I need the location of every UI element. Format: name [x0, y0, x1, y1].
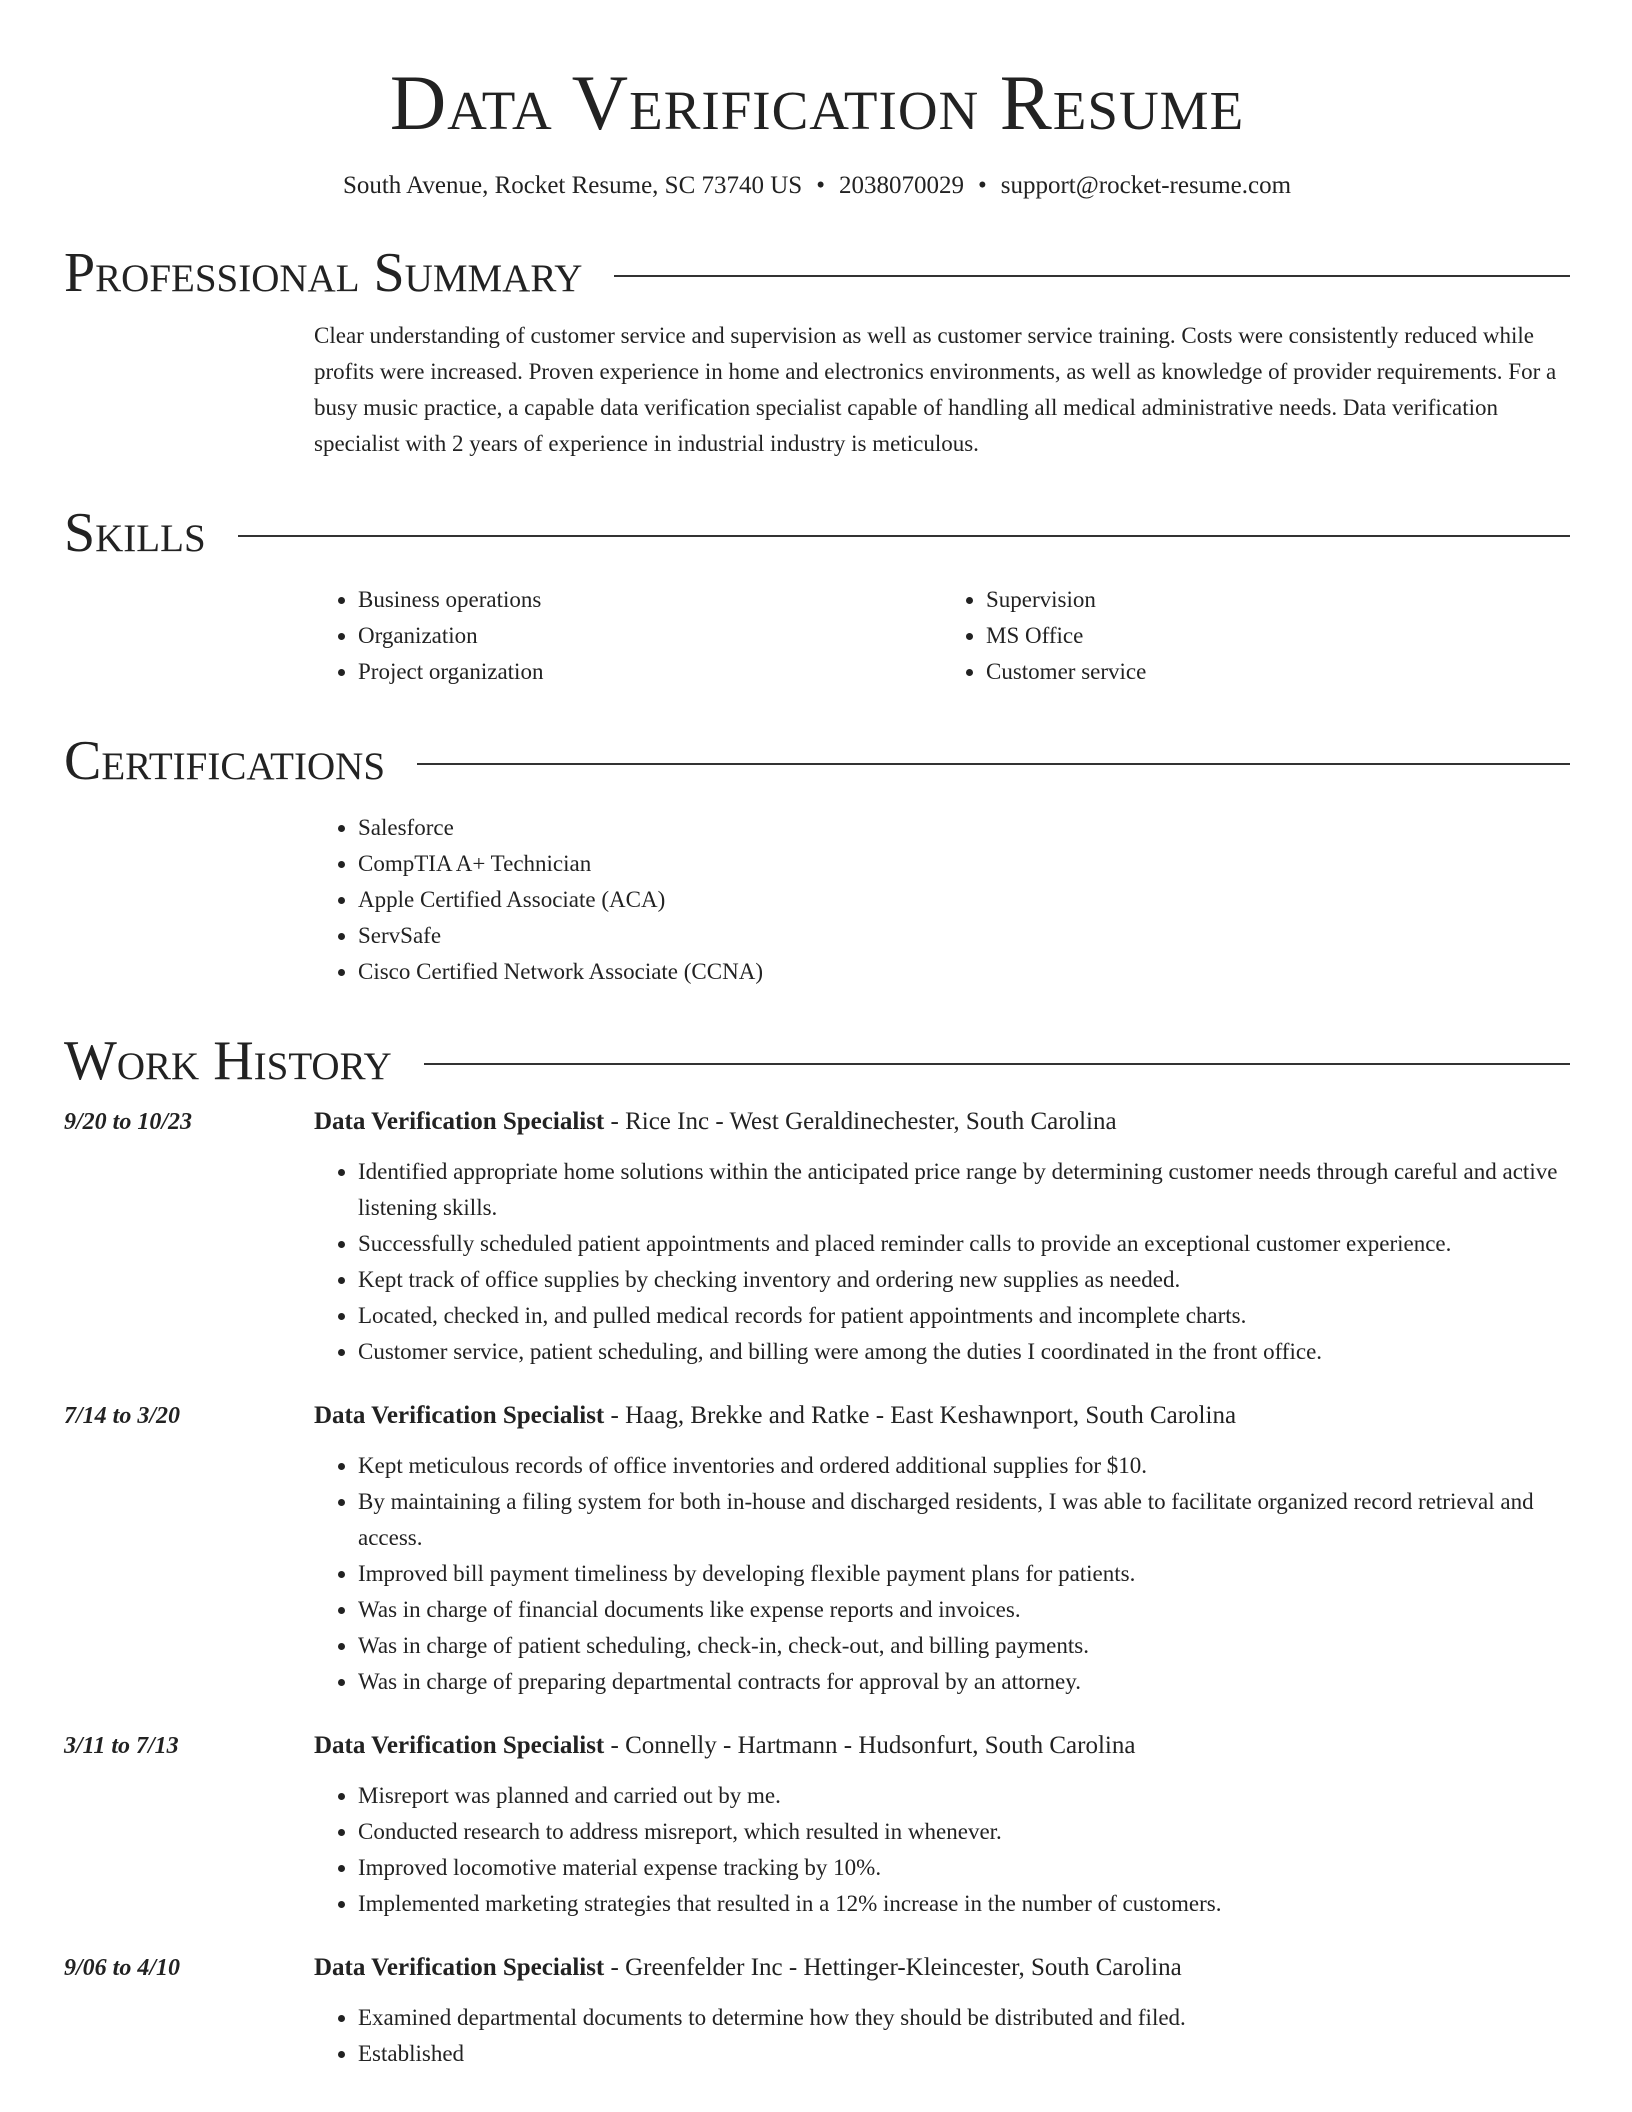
- job-bullet: • Implemented marketing strategies that resulted in a 12% increase in the number of customers.: [358, 1886, 1570, 1922]
- job-title-line: [314, 1950, 1570, 1986]
- job-entry: [64, 1728, 1570, 1922]
- job-bullet: • Successfully scheduled patient appointments and placed reminder calls to provide an exceptional customer experience.: [358, 1226, 1570, 1262]
- skill-item: • Supervision: [986, 582, 1570, 618]
- contact-email: support@rocket-resume.com: [1000, 172, 1292, 199]
- contact-address: South Avenue, Rocket Resume, SC 73740 US: [342, 172, 803, 199]
- job-role: Data Verification Specialist: [314, 1954, 605, 1981]
- skill-item: • Organization: [358, 618, 942, 654]
- certification-item: • ServSafe: [358, 918, 1570, 954]
- job-bullets: [314, 1778, 1570, 1922]
- section-divider: [424, 1063, 1570, 1065]
- work-section-header: [64, 1030, 1570, 1092]
- certifications-heading: Certifications: [64, 730, 386, 792]
- job-title-line: [314, 1104, 1570, 1140]
- job-bullet: • Located, checked in, and pulled medical records for patient appointments and incomplete charts.: [358, 1298, 1570, 1334]
- certification-item: • Apple Certified Associate (ACA): [358, 882, 1570, 918]
- job-details: - Haag, Brekke and Ratke - East Keshawnport, South Carolina: [604, 1402, 1237, 1429]
- summary-text: Clear understanding of customer service and supervision as well as customer service training. Costs were consistently reduced while profits were increased. Proven experience in home and electronics environments, as well as knowledge of provider requirements. For a busy music practice, a capable data verification specialist capable of handling all medical administrative needs. Data verification specialist with 2 years of experience in industrial industry is meticulous.: [314, 323, 1557, 456]
- certifications-section-header: [64, 730, 1570, 792]
- section-divider: [238, 535, 1570, 537]
- job-bullet: • Identified appropriate home solutions within the anticipated price range by determining customer needs through careful and active listening skills.: [358, 1154, 1570, 1226]
- job-content: [314, 1728, 1570, 1922]
- job-details: - Greenfelder Inc - Hettinger-Kleincester, South Carolina: [604, 1954, 1182, 1981]
- section-divider: [417, 763, 1570, 765]
- job-details: - Rice Inc - West Geraldinechester, South Carolina: [604, 1108, 1117, 1135]
- section-divider: [614, 275, 1570, 277]
- job-dates: 9/20 to 10/23: [64, 1109, 193, 1135]
- job-details: - Connelly - Hartmann - Hudsonfurt, South Carolina: [604, 1732, 1136, 1759]
- job-entry: [64, 1398, 1570, 1700]
- summary-heading: Professional Summary: [64, 242, 583, 304]
- summary-section-header: [64, 242, 1570, 304]
- job-role: Data Verification Specialist: [314, 1732, 605, 1759]
- contact-separator: •: [977, 172, 987, 199]
- job-entry: [64, 1950, 1570, 2072]
- job-bullets: [314, 1448, 1570, 1700]
- certifications-items: [314, 810, 1570, 990]
- job-dates: 7/14 to 3/20: [64, 1403, 181, 1429]
- resume-title: Data Verification Resume: [389, 59, 1245, 146]
- job-bullets: [314, 1154, 1570, 1370]
- job-role: Data Verification Specialist: [314, 1108, 605, 1135]
- job-bullet: • Examined departmental documents to determine how they should be distributed and filed.: [358, 2000, 1570, 2036]
- work-history-list: [64, 1104, 1570, 2072]
- skills-section-header: [64, 502, 1570, 564]
- job-title-line: [314, 1728, 1570, 1764]
- skills-list: [314, 582, 1570, 690]
- job-bullet: • Kept meticulous records of office inventories and ordered additional supplies for $10.: [358, 1448, 1570, 1484]
- skill-item: • Business operations: [358, 582, 942, 618]
- job-bullet: • Established: [358, 2036, 1570, 2072]
- skills-heading: Skills: [64, 502, 206, 564]
- job-content: [314, 1950, 1570, 2072]
- job-bullet: • Improved bill payment timeliness by developing flexible payment plans for patients.: [358, 1556, 1570, 1592]
- contact-line: [64, 170, 1570, 202]
- certifications-list: [314, 810, 1570, 990]
- work-heading: Work History: [64, 1030, 392, 1092]
- job-bullet: • Customer service, patient scheduling, and billing were among the duties I coordinated in the front office.: [358, 1334, 1570, 1370]
- job-bullet: • Was in charge of financial documents like expense reports and invoices.: [358, 1592, 1570, 1628]
- contact-phone: 2038070029: [838, 172, 964, 199]
- certification-item: • Salesforce: [358, 810, 1570, 846]
- job-bullet: • Improved locomotive material expense tracking by 10%.: [358, 1850, 1570, 1886]
- job-bullet: • By maintaining a filing system for both in-house and discharged residents, I was able to facilitate organized record retrieval and access.: [358, 1484, 1570, 1556]
- skill-item: • Customer service: [986, 654, 1570, 690]
- job-entry: [64, 1104, 1570, 1370]
- certification-item: • Cisco Certified Network Associate (CCNA): [358, 954, 1570, 990]
- certification-item: • CompTIA A+ Technician: [358, 846, 1570, 882]
- job-dates: 3/11 to 7/13: [64, 1733, 179, 1759]
- skills-column-left: [314, 582, 942, 690]
- contact-separator: •: [816, 172, 825, 199]
- job-content: [314, 1104, 1570, 1370]
- job-bullet: • Was in charge of preparing departmental contracts for approval by an attorney.: [358, 1664, 1570, 1700]
- job-title-line: [314, 1398, 1570, 1434]
- job-dates: 9/06 to 4/10: [64, 1955, 181, 1981]
- job-bullet: • Conducted research to address misreport, which resulted in whenever.: [358, 1814, 1570, 1850]
- job-bullet: • Kept track of office supplies by checking inventory and ordering new supplies as needed.: [358, 1262, 1570, 1298]
- job-bullets: [314, 2000, 1570, 2072]
- job-content: [314, 1398, 1570, 1700]
- skill-item: • MS Office: [986, 618, 1570, 654]
- skills-column-right: [942, 582, 1570, 690]
- job-role: Data Verification Specialist: [314, 1402, 605, 1429]
- job-bullet: • Misreport was planned and carried out by me.: [358, 1778, 1570, 1814]
- job-bullet: • Was in charge of patient scheduling, check-in, check-out, and billing payments.: [358, 1628, 1570, 1664]
- skill-item: • Project organization: [358, 654, 942, 690]
